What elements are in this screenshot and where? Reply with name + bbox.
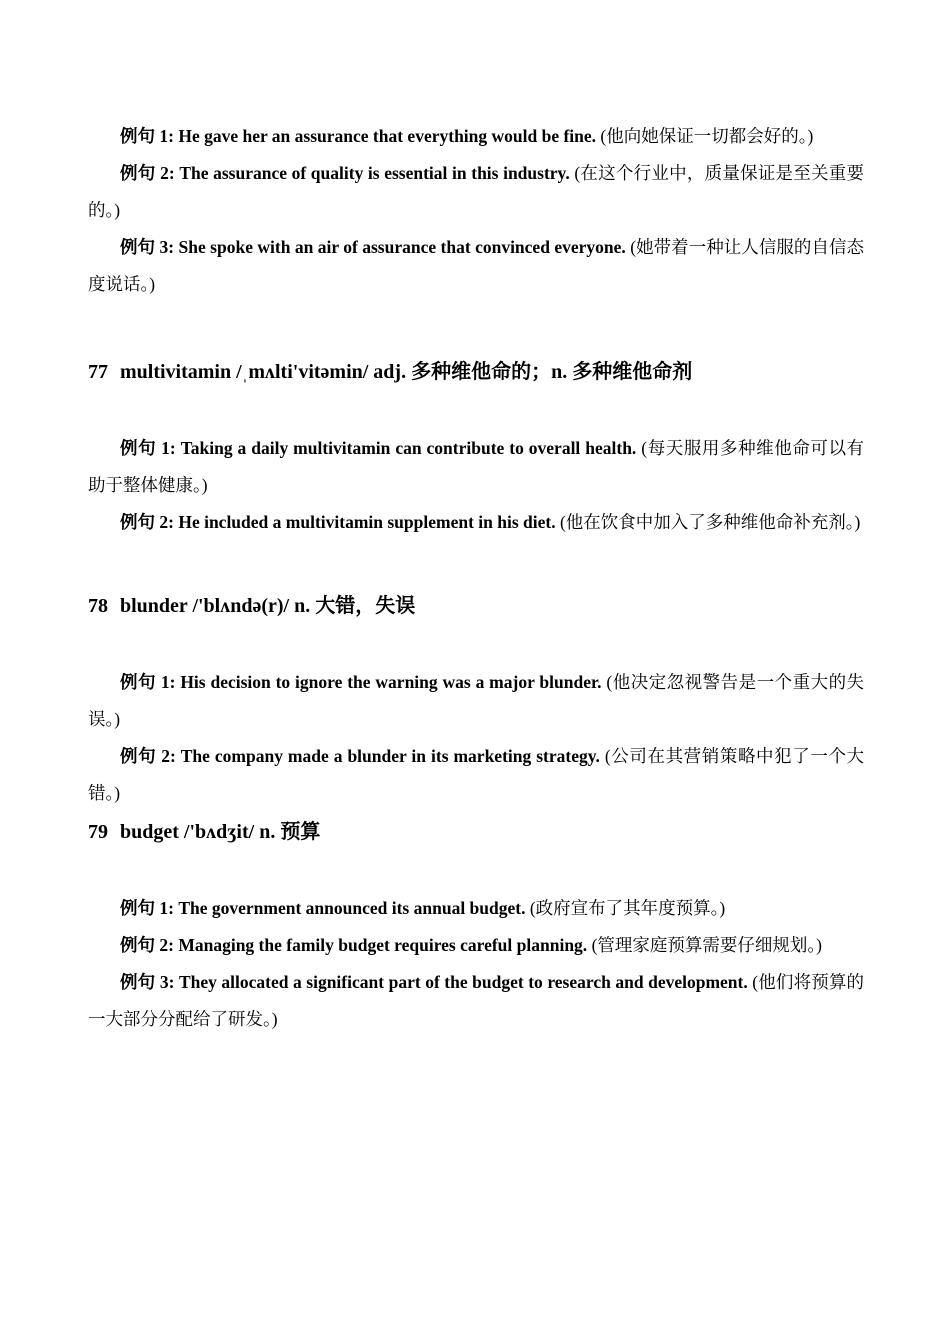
example-sentence (88, 927, 864, 964)
example-label: 例句 (120, 672, 156, 692)
example-number: 3: (159, 237, 175, 257)
example-chinese: (管理家庭预算需要仔细规划。) (591, 935, 822, 955)
example-label: 例句 (120, 126, 155, 146)
example-label: 例句 (120, 512, 155, 532)
example-chinese: (他们将预算的一大部分分配给了研发。) (88, 972, 865, 1029)
example-english: The government announced its annual budget. (178, 898, 526, 918)
example-sentence (88, 118, 864, 155)
headword (88, 817, 864, 847)
example-english: Managing the family budget requires careful planning. (178, 935, 588, 955)
example-number: 1: (159, 898, 174, 918)
example-english: She spoke with an air of assurance that convinced everyone. (178, 237, 626, 257)
entry-budget (88, 817, 864, 1038)
example-number: 2: (159, 512, 174, 532)
entry-blunder (88, 591, 864, 812)
example-chinese: (公司在其营销策略中犯了一个大错。) (88, 746, 865, 803)
example-sentence (88, 738, 864, 812)
document-page (88, 118, 864, 1038)
example-chinese: (他决定忽视警告是一个重大的失误。) (88, 672, 865, 729)
entry-assurance-examples (88, 118, 864, 303)
example-number: 2: (159, 935, 174, 955)
example-chinese: (她带着一种让人信服的自信态度说话。) (88, 237, 865, 294)
example-sentence (88, 890, 864, 927)
example-sentence (88, 430, 864, 504)
example-label: 例句 (120, 163, 156, 183)
headword (88, 357, 864, 387)
example-sentence (88, 504, 864, 541)
example-number: 1: (161, 438, 176, 458)
example-number: 1: (159, 126, 174, 146)
example-label: 例句 (120, 237, 156, 257)
example-chinese: (他在饮食中加入了多种维他命补充剂。) (559, 512, 861, 532)
example-sentence (88, 229, 864, 303)
example-sentence (88, 964, 864, 1038)
headword-text: budget /'bʌdʒit/ n. 预算 (120, 821, 321, 843)
headword-text: multivitamin /ˌmʌlti'vitəmin/ adj. 多种维他命的；n. 多种维他命剂 (120, 361, 693, 383)
entry-number: 78 (88, 595, 108, 617)
example-sentence (88, 664, 864, 738)
example-label: 例句 (120, 898, 155, 918)
example-english: His decision to ignore the warning was a major blunder. (180, 672, 602, 692)
example-english: He gave her an assurance that everything would be fine. (178, 126, 597, 146)
example-number: 2: (160, 163, 175, 183)
example-english: Taking a daily multivitamin can contribute to overall health. (180, 438, 637, 458)
example-english: He included a multivitamin supplement in his diet. (178, 512, 556, 532)
entry-number: 79 (88, 821, 108, 843)
entry-number: 77 (88, 361, 108, 383)
example-chinese: (在这个行业中，质量保证是至关重要的。) (88, 163, 865, 220)
example-label: 例句 (120, 746, 157, 766)
headword-text: blunder /'blʌndə(r)/ n. 大错，失误 (120, 595, 416, 617)
example-chinese: (他向她保证一切都会好的。) (600, 126, 814, 146)
example-number: 3: (159, 972, 175, 992)
example-label: 例句 (120, 935, 155, 955)
entry-multivitamin (88, 357, 864, 541)
example-english: They allocated a significant part of the budget to research and development. (178, 972, 748, 992)
example-label: 例句 (120, 438, 157, 458)
example-english: The assurance of quality is essential in this industry. (179, 163, 570, 183)
headword (88, 591, 864, 621)
example-number: 2: (161, 746, 176, 766)
example-chinese: (每天服用多种维他命可以有助于整体健康。) (88, 438, 865, 495)
example-english: The company made a blunder in its marketing strategy. (180, 746, 600, 766)
example-number: 1: (160, 672, 176, 692)
example-label: 例句 (120, 972, 156, 992)
example-sentence (88, 155, 864, 229)
example-chinese: (政府宣布了其年度预算。) (529, 898, 726, 918)
